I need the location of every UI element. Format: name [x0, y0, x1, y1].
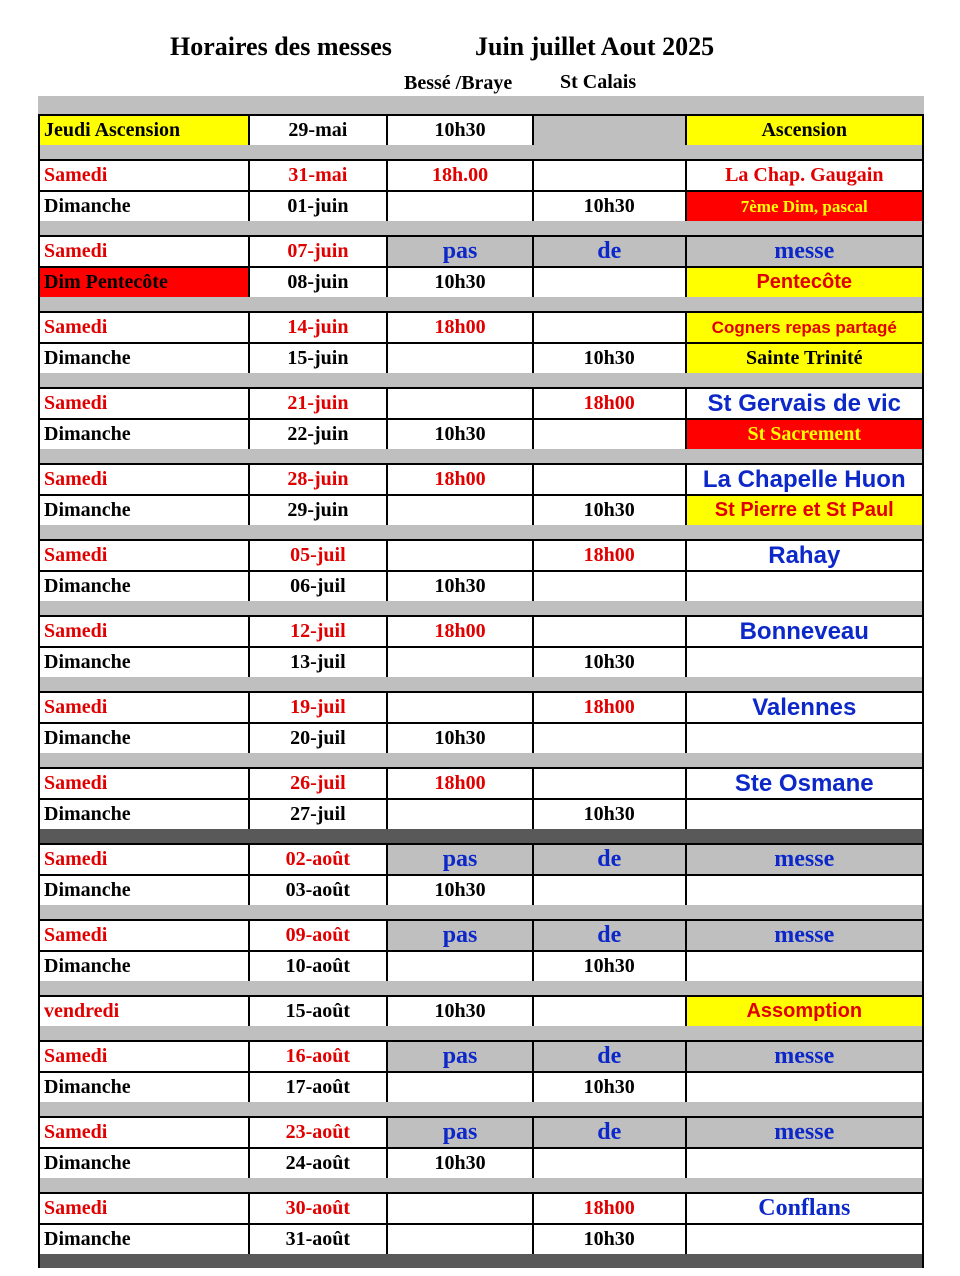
table-row [38, 950, 924, 981]
date-cell: 01-juin [250, 192, 389, 221]
row-separator [38, 221, 924, 235]
st-calais-time-cell [534, 724, 687, 753]
location-note-cell: Bonneveau [687, 617, 924, 646]
table-row [38, 615, 924, 646]
st-calais-time-cell [534, 572, 687, 601]
date-cell: 05-juil [250, 541, 389, 570]
table-row [38, 995, 924, 1026]
table-row [38, 1192, 924, 1223]
st-calais-time-cell: de [534, 1042, 687, 1071]
date-cell: 14-juin [250, 313, 389, 342]
date-cell: 21-juin [250, 389, 389, 418]
besse-time-cell [388, 192, 534, 221]
day-cell: Samedi [40, 161, 250, 190]
st-calais-time-cell [534, 997, 687, 1026]
table-row [38, 463, 924, 494]
st-calais-time-cell: de [534, 1118, 687, 1147]
table-row [38, 235, 924, 266]
st-calais-time-cell [534, 617, 687, 646]
location-note-cell [687, 876, 924, 905]
besse-time-cell: 10h30 [388, 268, 534, 297]
location-note-cell: Ste Osmane [687, 769, 924, 798]
location-note-cell [687, 800, 924, 829]
st-calais-time-cell: 10h30 [534, 344, 687, 373]
besse-time-cell: 10h30 [388, 572, 534, 601]
day-cell: Dimanche [40, 572, 250, 601]
besse-time-cell: 18h00 [388, 465, 534, 494]
table-row [38, 767, 924, 798]
row-separator [38, 829, 924, 843]
date-cell: 13-juil [250, 648, 389, 677]
st-calais-time-cell: 10h30 [534, 1073, 687, 1102]
date-cell: 19-juil [250, 693, 389, 722]
st-calais-time-cell: 10h30 [534, 648, 687, 677]
st-calais-time-cell [534, 420, 687, 449]
row-separator [38, 1102, 924, 1116]
st-calais-time-cell: 10h30 [534, 1225, 687, 1254]
besse-time-cell [388, 496, 534, 525]
location-note-cell: Ascension [687, 116, 924, 145]
st-calais-time-cell: 18h00 [534, 693, 687, 722]
table-row [38, 646, 924, 677]
day-cell: Dimanche [40, 952, 250, 981]
day-cell: Samedi [40, 617, 250, 646]
row-separator [38, 753, 924, 767]
date-cell: 06-juil [250, 572, 389, 601]
row-separator [38, 145, 924, 159]
date-cell: 15-juin [250, 344, 389, 373]
location-note-cell [687, 952, 924, 981]
day-cell: Dimanche [40, 192, 250, 221]
row-separator [38, 373, 924, 387]
day-cell: Samedi [40, 1118, 250, 1147]
st-calais-time-cell [534, 116, 687, 145]
day-cell: Dimanche [40, 876, 250, 905]
location-note-cell: messe [687, 237, 924, 266]
table-row [38, 190, 924, 221]
row-separator [38, 297, 924, 311]
day-cell: vendredi [40, 997, 250, 1026]
row-separator [38, 677, 924, 691]
table-row [38, 919, 924, 950]
besse-time-cell: pas [388, 1118, 534, 1147]
row-separator [38, 905, 924, 919]
st-calais-time-cell [534, 465, 687, 494]
table-row [38, 798, 924, 829]
table-row [38, 570, 924, 601]
date-cell: 08-juin [250, 268, 389, 297]
besse-time-cell: 10h30 [388, 1149, 534, 1178]
st-calais-time-cell: de [534, 237, 687, 266]
date-cell: 07-juin [250, 237, 389, 266]
st-calais-time-cell: de [534, 921, 687, 950]
besse-time-cell: 10h30 [388, 997, 534, 1026]
location-note-cell [687, 1149, 924, 1178]
location-note-cell: messe [687, 845, 924, 874]
title-period: Juin juillet Aout 2025 [475, 32, 715, 61]
date-cell: 02-août [250, 845, 389, 874]
st-calais-time-cell [534, 769, 687, 798]
date-cell: 27-juil [250, 800, 389, 829]
location-note-cell: La Chapelle Huon [687, 465, 924, 494]
st-calais-time-cell: 18h00 [534, 389, 687, 418]
location-note-cell: St Sacrement [687, 420, 924, 449]
date-cell: 12-juil [250, 617, 389, 646]
day-cell: Dimanche [40, 496, 250, 525]
table-row [38, 1147, 924, 1178]
day-cell: Samedi [40, 845, 250, 874]
date-cell: 24-août [250, 1149, 389, 1178]
date-cell: 26-juil [250, 769, 389, 798]
location-note-cell: Sainte Trinité [687, 344, 924, 373]
location-note-cell: Conflans [687, 1194, 924, 1223]
date-cell: 31-mai [250, 161, 389, 190]
location-note-cell: 7ème Dim, pascal [687, 192, 924, 221]
table-row [38, 387, 924, 418]
table-row [38, 1223, 924, 1254]
location-note-cell: messe [687, 1042, 924, 1071]
date-cell: 23-août [250, 1118, 389, 1147]
besse-time-cell: 18h00 [388, 617, 534, 646]
table-row [38, 1040, 924, 1071]
table-row [38, 722, 924, 753]
day-cell: Dimanche [40, 1073, 250, 1102]
besse-time-cell [388, 648, 534, 677]
table-row [38, 494, 924, 525]
besse-time-cell [388, 344, 534, 373]
table-row [38, 691, 924, 722]
row-separator [38, 1178, 924, 1192]
row-separator [38, 525, 924, 539]
besse-time-cell: 18h00 [388, 313, 534, 342]
table-row [38, 539, 924, 570]
date-cell: 20-juil [250, 724, 389, 753]
day-cell: Dimanche [40, 1225, 250, 1254]
date-cell: 31-août [250, 1225, 389, 1254]
date-cell: 15-août [250, 997, 389, 1026]
location-note-cell: Rahay [687, 541, 924, 570]
table-row [38, 114, 924, 145]
location-note-cell: Cogners repas partagé [687, 313, 924, 342]
day-cell: Samedi [40, 1194, 250, 1223]
table-top-bar [38, 96, 924, 114]
date-cell: 29-juin [250, 496, 389, 525]
table-row [38, 342, 924, 373]
title-text: Horaires des messes [170, 32, 392, 61]
day-cell: Samedi [40, 769, 250, 798]
table-row [38, 418, 924, 449]
date-cell: 03-août [250, 876, 389, 905]
location-note-cell: La Chap. Gaugain [687, 161, 924, 190]
row-separator [38, 981, 924, 995]
date-cell: 16-août [250, 1042, 389, 1071]
date-cell: 09-août [250, 921, 389, 950]
document-title [0, 28, 960, 64]
date-cell: 10-août [250, 952, 389, 981]
location-note-cell [687, 724, 924, 753]
location-note-cell [687, 1225, 924, 1254]
date-cell: 17-août [250, 1073, 389, 1102]
location-note-cell: St Pierre et St Paul [687, 496, 924, 525]
day-cell: Samedi [40, 693, 250, 722]
location-note-cell: Valennes [687, 693, 924, 722]
table-row [38, 874, 924, 905]
besse-time-cell [388, 389, 534, 418]
besse-time-cell [388, 1194, 534, 1223]
st-calais-time-cell [534, 268, 687, 297]
besse-time-cell: 10h30 [388, 116, 534, 145]
location-note-cell [687, 648, 924, 677]
table-row [38, 159, 924, 190]
table-row [38, 311, 924, 342]
location-note-cell: St Gervais de vic [687, 389, 924, 418]
day-cell: Dimanche [40, 800, 250, 829]
besse-time-cell: 18h.00 [388, 161, 534, 190]
besse-time-cell: pas [388, 845, 534, 874]
day-cell: Dimanche [40, 724, 250, 753]
besse-time-cell: 10h30 [388, 420, 534, 449]
st-calais-time-cell [534, 876, 687, 905]
day-cell: Dimanche [40, 1149, 250, 1178]
day-cell: Samedi [40, 541, 250, 570]
row-separator [38, 1026, 924, 1040]
day-cell: Samedi [40, 389, 250, 418]
location-st-calais: St Calais [560, 71, 637, 93]
st-calais-time-cell: 10h30 [534, 800, 687, 829]
st-calais-time-cell: 10h30 [534, 952, 687, 981]
besse-time-cell: pas [388, 1042, 534, 1071]
day-cell: Samedi [40, 921, 250, 950]
besse-time-cell: 10h30 [388, 876, 534, 905]
besse-time-cell [388, 1073, 534, 1102]
st-calais-time-cell: 10h30 [534, 192, 687, 221]
date-cell: 22-juin [250, 420, 389, 449]
location-besse: Bessé /Braye [404, 72, 513, 94]
day-cell: Samedi [40, 313, 250, 342]
date-cell: 30-août [250, 1194, 389, 1223]
besse-time-cell: 10h30 [388, 724, 534, 753]
st-calais-time-cell: 18h00 [534, 1194, 687, 1223]
st-calais-time-cell: 10h30 [534, 496, 687, 525]
row-separator [38, 449, 924, 463]
besse-time-cell: pas [388, 237, 534, 266]
day-cell: Dim Pentecôte [40, 268, 250, 297]
row-separator [38, 601, 924, 615]
besse-time-cell [388, 1225, 534, 1254]
location-note-cell: messe [687, 1118, 924, 1147]
st-calais-time-cell: 18h00 [534, 541, 687, 570]
st-calais-time-cell: de [534, 845, 687, 874]
day-cell: Dimanche [40, 420, 250, 449]
location-note-cell: messe [687, 921, 924, 950]
row-separator [38, 1254, 924, 1268]
besse-time-cell [388, 800, 534, 829]
day-cell: Samedi [40, 465, 250, 494]
location-note-cell [687, 1073, 924, 1102]
day-cell: Dimanche [40, 344, 250, 373]
day-cell: Samedi [40, 237, 250, 266]
table-row [38, 843, 924, 874]
day-cell: Jeudi Ascension [40, 116, 250, 145]
location-note-cell [687, 572, 924, 601]
mass-schedule-table [38, 96, 924, 1268]
besse-time-cell: 18h00 [388, 769, 534, 798]
day-cell: Dimanche [40, 648, 250, 677]
table-row [38, 1116, 924, 1147]
table-row [38, 266, 924, 297]
st-calais-time-cell [534, 313, 687, 342]
besse-time-cell [388, 541, 534, 570]
table-row [38, 1071, 924, 1102]
date-cell: 28-juin [250, 465, 389, 494]
besse-time-cell [388, 693, 534, 722]
location-note-cell: Assomption [687, 997, 924, 1026]
location-note-cell: Pentecôte [687, 268, 924, 297]
besse-time-cell [388, 952, 534, 981]
besse-time-cell: pas [388, 921, 534, 950]
date-cell: 29-mai [250, 116, 389, 145]
st-calais-time-cell [534, 161, 687, 190]
day-cell: Samedi [40, 1042, 250, 1071]
column-locations [0, 70, 960, 98]
st-calais-time-cell [534, 1149, 687, 1178]
